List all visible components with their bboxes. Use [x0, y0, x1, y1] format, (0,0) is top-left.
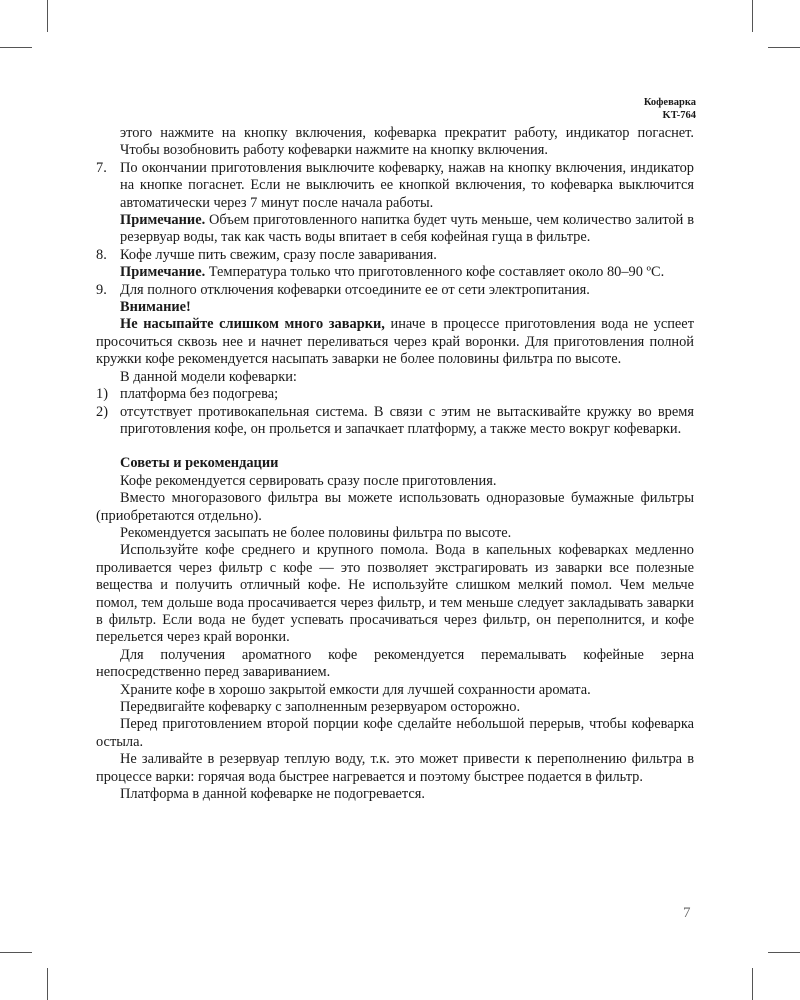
step-note	[120, 212, 694, 247]
continuation-paragraph: этого нажмите на кнопку включения, кофеварка прекратит работу, индикатор погаснет. Чтобы возобновить работу кофеварки нажмите на кнопку включения.	[120, 125, 694, 159]
feature-item	[96, 404, 694, 439]
page-body	[96, 125, 694, 803]
page-number: 7	[683, 905, 691, 921]
step-text: По окончании приготовления выключите кофеварку, нажав на кнопку включения, индикатор на кнопке погаснет. Если не выключить ее кнопкой включения, то кофеварка выключится автоматически через 7 минут после начала работы.	[120, 159, 694, 211]
model-intro: В данной модели кофеварки:	[120, 368, 297, 385]
step-item	[96, 160, 694, 247]
warning-label: Внимание!	[120, 299, 191, 316]
step-text: Для полного отключения кофеварки отсоедините ее от сети электропитания.	[120, 281, 590, 298]
crop-mark	[752, 968, 753, 1000]
tip-paragraph: Платформа в данной кофеварке не подогревается.	[120, 786, 425, 803]
crop-mark	[768, 47, 800, 48]
feature-item	[96, 386, 694, 403]
crop-mark	[768, 952, 800, 953]
note-label: Примечание.	[120, 264, 206, 281]
step-number: 7.	[96, 159, 107, 176]
crop-mark	[752, 0, 753, 32]
feature-text: платформа без подогрева;	[120, 386, 279, 403]
spacer	[96, 438, 694, 455]
step-number: 9.	[96, 281, 107, 298]
step-text: Кофе лучше пить свежим, сразу после заваривания.	[120, 246, 437, 263]
warning-text: иначе в процессе приготовления вода не успеет просочиться сквозь нее и начнет переливаться через край воронки. Для приготовления полной кружки кофе рекомендуется насыпать заварки не более половины фильтра по высоте.	[96, 316, 694, 368]
tip-paragraph: Рекомендуется засыпать не более половины фильтра по высоте.	[120, 524, 512, 541]
step-note	[120, 264, 694, 281]
tip-paragraph: Перед приготовлением второй порции кофе сделайте небольшой перерыв, чтобы кофеварка остыла.	[96, 716, 694, 750]
tip-paragraph: Кофе рекомендуется сервировать сразу после приготовления.	[120, 472, 497, 489]
step-number: 8.	[96, 246, 107, 263]
running-header	[644, 96, 696, 122]
tips-heading: Советы и рекомендации	[120, 455, 279, 472]
warning-paragraph	[96, 316, 694, 368]
tip-paragraph: Для получения ароматного кофе рекомендуется перемалывать кофейные зерна непосредственно перед завариванием.	[96, 646, 694, 681]
tip-paragraph: Передвигайте кофеварку с заполненным резервуаром осторожно.	[120, 699, 521, 715]
crop-mark	[0, 952, 32, 953]
crop-mark	[47, 968, 48, 1000]
tip-paragraph: Храните кофе в хорошо закрытой емкости для лучшей сохранности аромата.	[120, 681, 591, 698]
note-text: Объем приготовленного напитка будет чуть меньше, чем количество залитой в резервуар воды, так как часть воды впитает в себя кофейная гуща в фильтре.	[120, 212, 694, 246]
feature-number: 1)	[96, 386, 108, 403]
step-item	[96, 247, 694, 282]
tip-paragraph: Вместо многоразового фильтра вы можете использовать одноразовые бумажные фильтры (приобретаются отдельно).	[96, 490, 694, 524]
warning-lead: Не насыпайте слишком много заварки,	[120, 316, 385, 333]
crop-mark	[47, 0, 48, 32]
header-model: KT-764	[662, 110, 696, 121]
feature-number: 2)	[96, 403, 108, 420]
tip-paragraph: Не заливайте в резервуар теплую воду, т.к. это может привести к переполнению фильтра в процессе варки: горячая вода быстрее нагревается и поэтому быстрее подается в фильтр.	[96, 751, 694, 785]
tip-paragraph: Используйте кофе среднего и крупного помола. Вода в капельных кофеварках медленно проливается через фильтр с кофе — это позволяет экстрагировать из заварки все полезные вещества и получить отличный кофе. Не используйте слишком мелкий помол. Чем мельче помол, тем дольше вода просачивается через фильтр, и тем меньше следует закладывать заварки в фильтр. Если вода не будет успевать просачиваться через фильтр, он переполнится, и кофе перельется через край воронки.	[96, 542, 694, 646]
crop-mark	[0, 47, 32, 48]
feature-text: отсутствует противокапельная система. В связи с этим не вытаскивайте кружку во время приготовления кофе, он прольется и запачкает платформу, а также место вокруг кофеварки.	[120, 403, 694, 437]
step-item	[96, 282, 694, 299]
note-text: Температура только что приготовленного кофе составляет около 80–90 ºС.	[205, 264, 665, 281]
note-label: Примечание.	[120, 212, 206, 229]
header-title: Кофеварка	[643, 97, 696, 108]
